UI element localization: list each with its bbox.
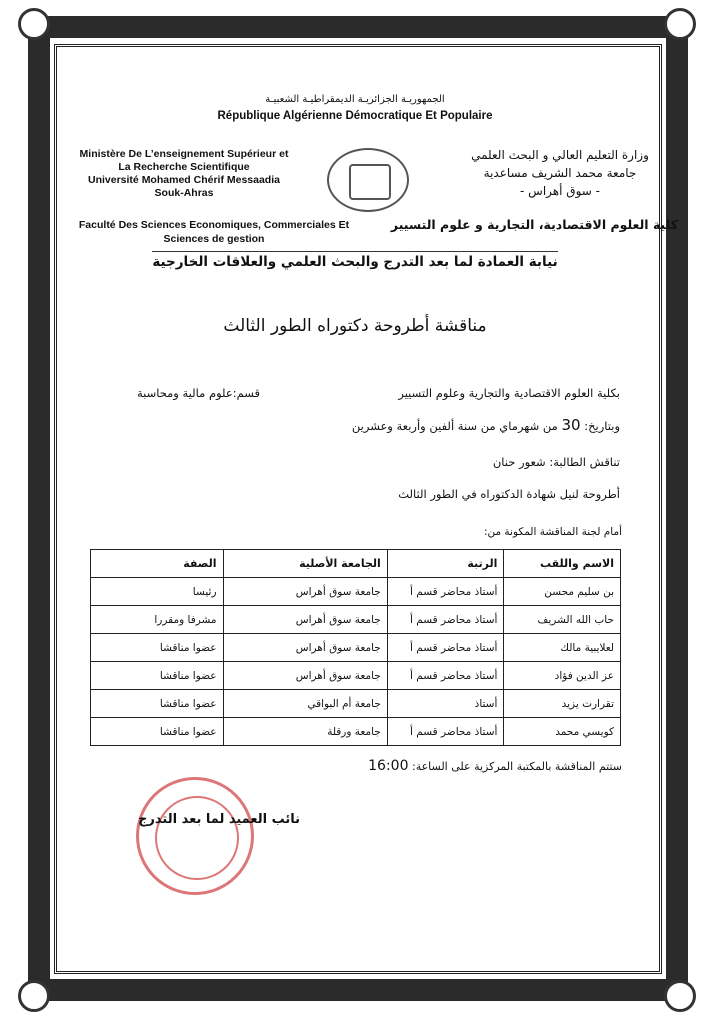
cell-role: مشرفا ومقررا [91,606,224,634]
cell-role: رئيسا [91,578,224,606]
table-row [91,578,621,606]
faculty-french-line1: Faculté Des Sciences Economiques, Commerciales Et [78,219,350,231]
university-logo [327,148,409,212]
cell-role: عضوا مناقشا [91,718,224,746]
table-row [91,634,621,662]
city-arabic: - سوق أهراس - [520,184,600,198]
cell-rank: أستاذ محاضر قسم أ [387,718,504,746]
cell-university: جامعة سوق أهراس [223,634,387,662]
cell-rank: أستاذ محاضر قسم أ [387,606,504,634]
republic-arabic: الجمهوريـة الجزائريـة الديمقراطيـة الشعبيـة [265,94,445,105]
cell-university: جامعة أم البواقي [223,690,387,718]
date-line [300,416,620,434]
cell-name: لعلايبية مالك [504,634,621,662]
faculty-french-line2: Sciences de gestion [163,233,265,245]
ministry-block-french [64,148,304,200]
ministry-french-line1: Ministère De L’enseignement Supérieur et [79,148,289,160]
official-stamp [136,777,254,895]
page-title: مناقشة أطروحة دكتوراه الطور الثالث [223,316,487,336]
cell-name: بن سليم محسن [504,578,621,606]
corner-ornament [664,980,696,1012]
cell-name: حاب الله الشريف [504,606,621,634]
cell-rank: أستاذ محاضر قسم أ [387,662,504,690]
cell-name: تقرارت يزيد [504,690,621,718]
col-header-university: الجامعة الأصلية [223,550,387,578]
faculty-arabic: كلية العلوم الاقتصادية، التجارية و علوم التسيير [390,217,678,232]
col-header-name: الاسم واللقب [504,550,621,578]
cell-role: عضوا مناقشا [91,662,224,690]
table-row [91,606,621,634]
city-french: Souk-Ahras [154,187,214,199]
republic-french: République Algérienne Démocratique Et Populaire [217,110,493,122]
table-header-row [91,550,621,578]
table-row [91,718,621,746]
table-row [91,662,621,690]
cell-role: عضوا مناقشا [91,634,224,662]
cell-university: جامعة سوق أهراس [223,578,387,606]
faculty-line: بكلية العلوم الاقتصادية والتجارية وعلوم التسيير [398,386,620,400]
logo-emblem [349,164,391,200]
university-arabic: جامعة محمد الشريف مساعدية [483,166,637,180]
corner-ornament [18,980,50,1012]
venue-line [300,758,622,774]
jury-table [90,549,621,746]
cell-rank: أستاذ محاضر قسم أ [387,578,504,606]
committee-intro: أمام لجنة المناقشة المكونة من: [483,526,622,538]
date-rest: من شهرماي من سنة ألفين وأربعة وعشرين [351,419,558,433]
cell-role: عضوا مناقشا [91,690,224,718]
venue-time: 16:00 [368,758,409,774]
student-line: تناقش الطالبة: شعور حنان [492,455,620,469]
vice-deanship: نيابة العمادة لما بعد التدرج والبحث العلمي والعلاقات الخارجية [152,254,558,270]
date-prefix: وبتاريخ: [584,419,620,433]
date-day: 30 [561,416,581,434]
cell-rank: أستاذ محاضر قسم أ [387,634,504,662]
cell-university: جامعة سوق أهراس [223,662,387,690]
venue-text: ستتم المناقشة بالمكتبة المركزية على الساعة: [411,760,622,773]
cell-name: كويسي محمد [504,718,621,746]
header-rule [152,251,558,252]
cell-university: جامعة ورقلة [223,718,387,746]
stamp-inner-ring [155,796,239,880]
ministry-block-arabic [440,146,680,200]
department: قسم:علوم مالية ومحاسبة [136,386,260,400]
cell-name: عز الدين فؤاد [504,662,621,690]
col-header-role: الصفة [91,550,224,578]
table-row [91,690,621,718]
col-header-rank: الرتبة [387,550,504,578]
ministry-french-line2: La Recherche Scientifique [118,161,250,173]
cell-university: جامعة سوق أهراس [223,606,387,634]
ministry-arabic: وزارة التعليم العالي و البحث العلمي [471,148,649,162]
corner-ornament [18,8,50,40]
university-french: Université Mohamed Chérif Messaadia [88,174,280,186]
signature-title: نائب العميد لما بعد التدرج [138,812,300,827]
thesis-line: أطروحة لنيل شهادة الدكتوراه في الطور الثالث [398,487,620,501]
cell-rank: أستاذ [387,690,504,718]
corner-ornament [664,8,696,40]
faculty-block-french [64,218,364,246]
